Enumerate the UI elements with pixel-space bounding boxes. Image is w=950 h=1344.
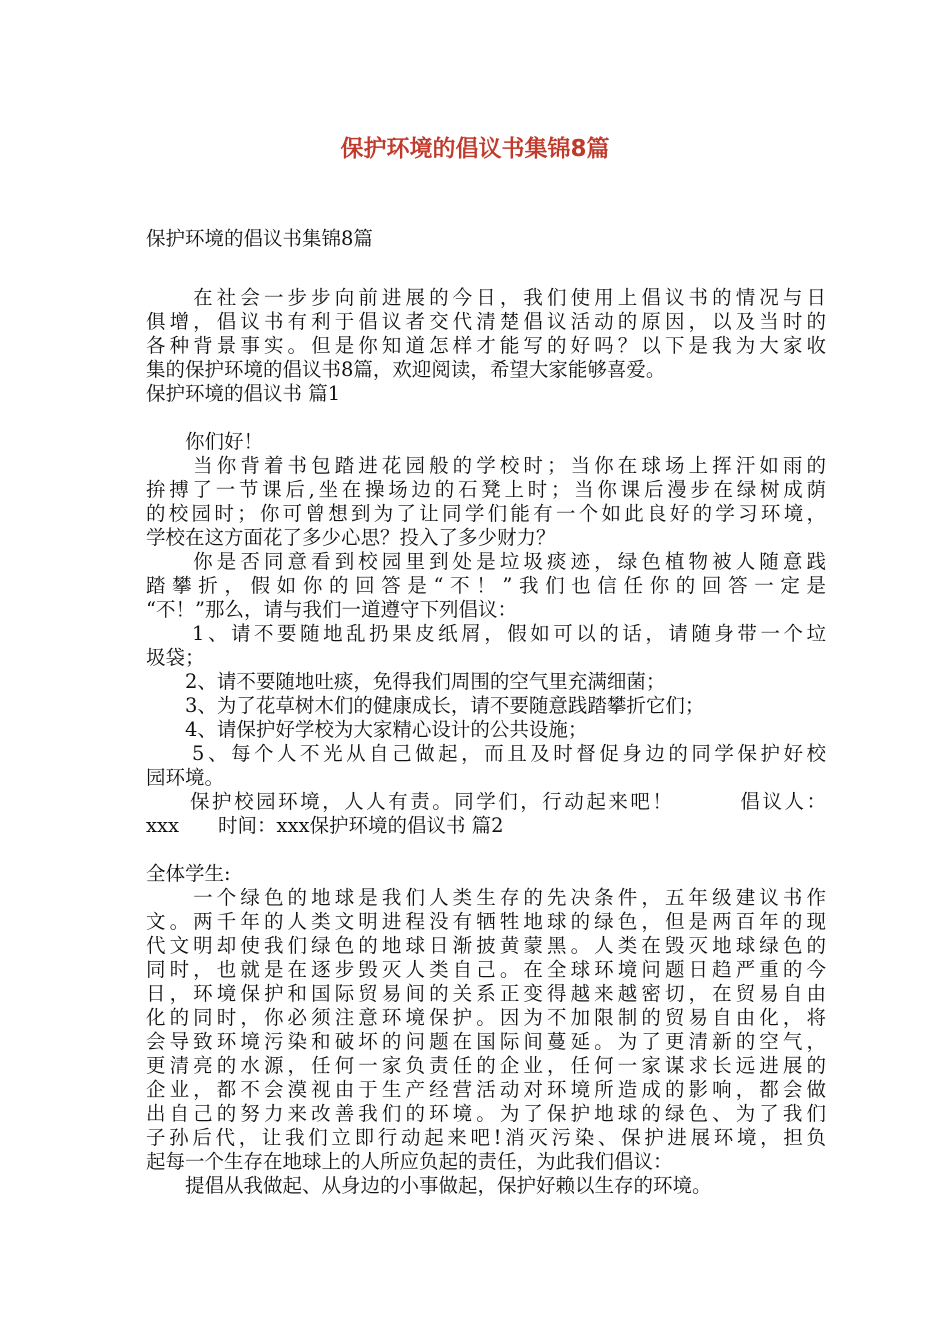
text-line: 5、每个人不光从自己做起，而且及时督促身边的同学保护好校 xyxy=(146,742,826,765)
text-line: 提倡从我做起、从身边的小事做起，保护好赖以生存的环境。 xyxy=(146,1174,712,1197)
text-line: 圾袋； xyxy=(146,646,205,669)
text-line: “不！”那么，请与我们一道遵守下列倡议： xyxy=(146,598,517,621)
document-title: 保护环境的倡议书集锦8篇 xyxy=(340,136,610,162)
text-line: 出自己的努力来改善我们的环境。为了保护地球的绿色、为了我们 xyxy=(146,1102,826,1125)
text-line: 拚搏了一节课后,坐在操场边的石凳上时；当你课后漫步在绿树成荫 xyxy=(146,478,826,501)
text-line: 会导致环境污染和破坏的问题在国际间蔓延。为了更清新的空气， xyxy=(146,1030,826,1053)
text-line: 学校在这方面花了多少心思？投入了多少财力？ xyxy=(146,526,556,549)
subtitle-line: 保护环境的倡议书集锦8篇 xyxy=(146,227,373,250)
text-line: 化的同时，你必须注意环境保护。因为不加限制的贸易自由化，将 xyxy=(146,1006,826,1029)
text-line: 保护校园环境，人人有责。同学们，行动起来吧！ 倡议人： xyxy=(146,790,826,813)
text-line: 全体学生: xyxy=(146,862,231,885)
text-line: 子孙后代，让我们立即行动起来吧!消灭污染、保护进展环境，担负 xyxy=(146,1126,826,1149)
text-line: 俱增，倡议书有利于倡议者交代清楚倡议活动的原因，以及当时的 xyxy=(146,310,826,333)
text-line: 各种背景事实。但是你知道怎样才能写的好吗？以下是我为大家收 xyxy=(146,334,826,357)
text-line: 你们好！ xyxy=(146,430,264,453)
text-line: 文。两千年的人类文明进程没有牺牲地球的绿色，但是两百年的现 xyxy=(146,910,826,933)
text-line: 踏攀折，假如你的回答是“不！”我们也信任你的回答一定是 xyxy=(146,574,826,597)
text-line: 当你背着书包踏进花园般的学校时；当你在球场上挥汗如雨的 xyxy=(146,454,826,477)
text-line: 在社会一步步向前进展的今日，我们使用上倡议书的情况与日 xyxy=(146,286,826,309)
text-line: 4、请保护好学校为大家精心设计的公共设施； xyxy=(146,718,588,741)
text-line: 你是否同意看到校园里到处是垃圾痰迹，绿色植物被人随意践 xyxy=(146,550,826,573)
text-line: 代文明却使我们绿色的地球日渐披黄蒙黑。人类在毁灭地球绿色的 xyxy=(146,934,826,957)
text-line: xxx 时间：xxx保护环境的倡议书 篇2 xyxy=(146,814,504,837)
section-heading: 保护环境的倡议书 篇1 xyxy=(146,382,341,405)
text-line: 集的保护环境的倡议书8篇，欢迎阅读，希望大家能够喜爱。 xyxy=(146,358,666,381)
text-line: 2、请不要随地吐痰，免得我们周围的空气里充满细菌； xyxy=(146,670,666,693)
text-line: 同时，也就是在逐步毁灭人类自己。在全球环境问题日趋严重的今 xyxy=(146,958,826,981)
text-line: 日，环境保护和国际贸易间的关系正变得越来越密切，在贸易自由 xyxy=(146,982,826,1005)
text-line: 3、为了花草树木们的健康成长，请不要随意践踏攀折它们； xyxy=(146,694,705,717)
text-line: 园环境。 xyxy=(146,766,225,789)
text-line: 企业，都不会漠视由于生产经营活动对环境所造成的影响，都会做 xyxy=(146,1078,826,1101)
text-line: 更清亮的水源，任何一家负责任的企业，任何一家谋求长远进展的 xyxy=(146,1054,826,1077)
text-line: 1、请不要随地乱扔果皮纸屑，假如可以的话，请随身带一个垃 xyxy=(146,622,826,645)
text-line: 起每一个生存在地球上的人所应负起的责任，为此我们倡议： xyxy=(146,1150,673,1173)
text-line: 一个绿色的地球是我们人类生存的先决条件，五年级建议书作 xyxy=(146,886,826,909)
text-line: 的校园时；你可曾想到为了让同学们能有一个如此良好的学习环境， xyxy=(146,502,826,525)
